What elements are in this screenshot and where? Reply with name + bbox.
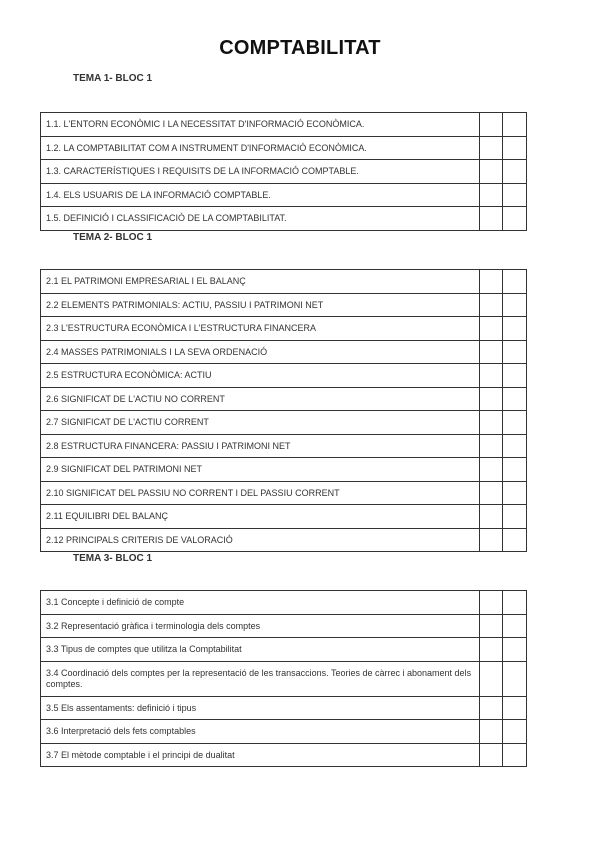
topic-item: 2.1 EL PATRIMONI EMPRESARIAL I EL BALANÇ <box>41 270 480 294</box>
topic-item: 1.4. ELS USUARIS DE LA INFORMACIÓ COMPTABLE. <box>41 184 480 207</box>
check-cell[interactable] <box>480 184 503 207</box>
table-row <box>41 458 527 482</box>
section-heading-tema-3: TEMA 3- BLOC 1 <box>73 553 153 564</box>
topic-item: 2.4 MASSES PATRIMONIALS I LA SEVA ORDENACIÓ <box>41 341 480 364</box>
section-heading-tema-2: TEMA 2- BLOC 1 <box>73 232 153 243</box>
check-cell[interactable] <box>503 270 527 294</box>
topic-item: 3.4 Coordinació dels comptes per la representació de les transaccions. Teories de càrrec i abonament dels comptes. <box>41 662 480 697</box>
check-cell[interactable] <box>503 113 527 137</box>
check-cell[interactable] <box>503 341 527 364</box>
check-cell[interactable] <box>480 615 503 638</box>
topic-item: 2.7 SIGNIFICAT DE L'ACTIU CORRENT <box>41 411 480 435</box>
check-cell[interactable] <box>480 458 503 482</box>
check-cell[interactable] <box>480 317 503 341</box>
check-cell[interactable] <box>480 294 503 317</box>
topic-item: 3.5 Els assentaments: definició i tipus <box>41 697 480 720</box>
topic-item: 2.3 L'ESTRUCTURA ECONÒMICA I L'ESTRUCTURA FINANCERA <box>41 317 480 341</box>
check-cell[interactable] <box>503 458 527 482</box>
topic-item: 2.9 SIGNIFICAT DEL PATRIMONI NET <box>41 458 480 482</box>
check-cell[interactable] <box>480 207 503 231</box>
table-row <box>41 341 527 364</box>
check-cell[interactable] <box>503 294 527 317</box>
topic-item: 2.5 ESTRUCTURA ECONÒMICA: ACTIU <box>41 364 480 388</box>
check-cell[interactable] <box>480 137 503 160</box>
table-row <box>41 294 527 317</box>
table-row <box>41 317 527 341</box>
topic-item: 2.10 SIGNIFICAT DEL PASSIU NO CORRENT I DEL PASSIU CORRENT <box>41 482 480 505</box>
check-cell[interactable] <box>480 364 503 388</box>
check-cell[interactable] <box>503 638 527 662</box>
check-cell[interactable] <box>480 720 503 744</box>
table-row <box>41 505 527 529</box>
table-row <box>41 113 527 137</box>
check-cell[interactable] <box>503 160 527 184</box>
topic-item: 2.2 ELEMENTS PATRIMONIALS: ACTIU, PASSIU I PATRIMONI NET <box>41 294 480 317</box>
table-row <box>41 137 527 160</box>
topic-item: 1.2. LA COMPTABILITAT COM A INSTRUMENT D'INFORMACIÓ ECONÒMICA. <box>41 137 480 160</box>
check-cell[interactable] <box>480 638 503 662</box>
table-row <box>41 435 527 458</box>
table-row <box>41 638 527 662</box>
check-cell[interactable] <box>503 720 527 744</box>
check-cell[interactable] <box>503 435 527 458</box>
check-cell[interactable] <box>503 505 527 529</box>
check-cell[interactable] <box>503 529 527 552</box>
check-cell[interactable] <box>503 662 527 697</box>
check-cell[interactable] <box>480 388 503 411</box>
topic-item: 1.3. CARACTERÍSTIQUES I REQUISITS DE LA INFORMACIÓ COMPTABLE. <box>41 160 480 184</box>
check-cell[interactable] <box>503 388 527 411</box>
check-cell[interactable] <box>480 697 503 720</box>
table-row <box>41 270 527 294</box>
table-row <box>41 482 527 505</box>
table-row <box>41 591 527 615</box>
check-cell[interactable] <box>503 482 527 505</box>
check-cell[interactable] <box>503 137 527 160</box>
check-cell[interactable] <box>480 435 503 458</box>
topic-item: 2.8 ESTRUCTURA FINANCERA: PASSIU I PATRIMONI NET <box>41 435 480 458</box>
table-row <box>41 697 527 720</box>
topic-table-tema-2 <box>40 269 527 552</box>
check-cell[interactable] <box>503 591 527 615</box>
topic-item: 3.3 Tipus de comptes que utilitza la Comptabilitat <box>41 638 480 662</box>
check-cell[interactable] <box>480 505 503 529</box>
table-row <box>41 615 527 638</box>
table-row <box>41 411 527 435</box>
table-row <box>41 529 527 552</box>
check-cell[interactable] <box>503 744 527 767</box>
topic-item: 2.11 EQUILIBRI DEL BALANÇ <box>41 505 480 529</box>
check-cell[interactable] <box>503 317 527 341</box>
check-cell[interactable] <box>480 160 503 184</box>
topic-table-tema-1 <box>40 112 527 231</box>
check-cell[interactable] <box>503 411 527 435</box>
document-title: COMPTABILITAT <box>219 37 381 59</box>
check-cell[interactable] <box>480 113 503 137</box>
check-cell[interactable] <box>503 207 527 231</box>
check-cell[interactable] <box>503 364 527 388</box>
table-row <box>41 720 527 744</box>
topic-item: 3.2 Representació gràfica i terminologia dels comptes <box>41 615 480 638</box>
topic-item: 3.1 Concepte i definició de compte <box>41 591 480 615</box>
table-row <box>41 662 527 697</box>
topic-item: 3.6 Interpretació dels fets comptables <box>41 720 480 744</box>
table-row <box>41 184 527 207</box>
check-cell[interactable] <box>480 662 503 697</box>
topic-item: 3.7 El mètode comptable i el principi de dualitat <box>41 744 480 767</box>
table-row <box>41 160 527 184</box>
check-cell[interactable] <box>480 744 503 767</box>
check-cell[interactable] <box>480 482 503 505</box>
check-cell[interactable] <box>480 591 503 615</box>
check-cell[interactable] <box>503 697 527 720</box>
check-cell[interactable] <box>480 270 503 294</box>
table-row <box>41 744 527 767</box>
topic-item: 1.1. L'ENTORN ECONÒMIC I LA NECESSITAT D'INFORMACIÓ ECONÒMICA. <box>41 113 480 137</box>
topic-item: 2.6 SIGNIFICAT DE L'ACTIU NO CORRENT <box>41 388 480 411</box>
check-cell[interactable] <box>503 184 527 207</box>
topic-item: 2.12 PRINCIPALS CRITERIS DE VALORACIÓ <box>41 529 480 552</box>
section-heading-tema-1: TEMA 1- BLOC 1 <box>73 73 153 84</box>
topic-table-tema-3 <box>40 590 527 767</box>
table-row <box>41 388 527 411</box>
check-cell[interactable] <box>480 529 503 552</box>
topic-item: 1.5. DEFINICIÓ I CLASSIFICACIÓ DE LA COMPTABILITAT. <box>41 207 480 231</box>
table-row <box>41 364 527 388</box>
check-cell[interactable] <box>480 341 503 364</box>
check-cell[interactable] <box>480 411 503 435</box>
check-cell[interactable] <box>503 615 527 638</box>
table-row <box>41 207 527 231</box>
